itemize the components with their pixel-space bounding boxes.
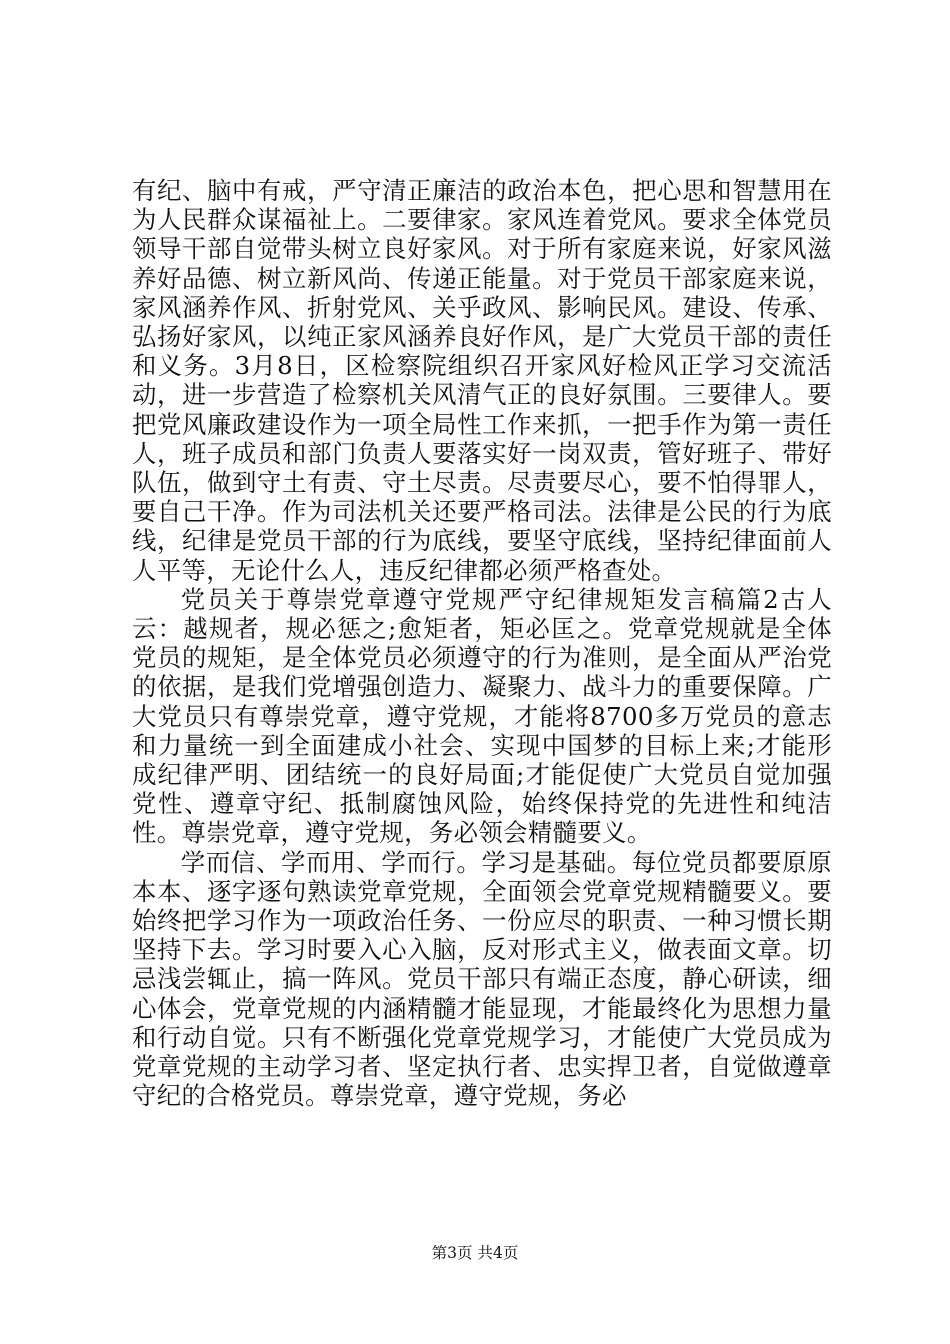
paragraph-2: 党员关于尊崇党章遵守党规严守纪律规矩发言稿篇2古人云：越规者，规必惩之;愈矩者，矩必匡之。党章党规就是全体党员的规矩，是全体党员必须遵守的行为准则，是全面从严治党的依据，是我们党增强创造力、凝聚力、战斗力的重要保障。广大党员只有尊崇党章，遵守党规，才能将8700多万党员的意志和力量统一到全面建成小社会、实现中国梦的目标上来;才能形成纪律严明、团结统一的良好局面;才能促使广大党员自觉加强党性、遵章守纪、抵制腐蚀风险，始终保持党的先进性和纯洁性。尊崇党章，遵守党规，务必领会精髓要义。 <box>132 584 832 848</box>
paragraph-1: 有纪、脑中有戒，严守清正廉洁的政治本色，把心思和智慧用在为人民群众谋福祉上。二要律家。家风连着党风。要求全体党员领导干部自觉带头树立良好家风。对于所有家庭来说，好家风滋养好品德、树立新风尚、传递正能量。对于党员干部家庭来说，家风涵养作风、折射党风、关乎政风、影响民风。建设、传承、弘扬好家风，以纯正家风涵养良好作风，是广大党员干部的责任和义务。3月8日，区检察院组织召开家风好检风正学习交流活动，进一步营造了检察机关风清气正的良好氛围。三要律人。要把党风廉政建设作为一项全局性工作来抓，一把手作为第一责任人，班子成员和部门负责人要落实好一岗双责，管好班子、带好队伍，做到守土有责、守土尽责。尽责要尽心，要不怕得罪人，要自己干净。作为司法机关还要严格司法。法律是公民的行为底线，纪律是党员干部的行为底线，要坚守底线，坚持纪律面前人人平等，无论什么人，违反纪律都必须严格查处。 <box>132 176 832 585</box>
page-number-footer: 第3页 共4页 <box>431 1244 519 1262</box>
document-body <box>132 176 832 1111</box>
paragraph-3: 学而信、学而用、学而行。学习是基础。每位党员都要原原本本、逐字逐句熟读党章党规，全面领会党章党规精髓要义。要始终把学习作为一项政治任务、一份应尽的职责、一种习惯长期坚持下去。学习时要入心入脑，反对形式主义，做表面文章。切忌浅尝辄止，搞一阵风。党员干部只有端正态度，静心研读，细心体会，党章党规的内涵精髓才能显现，才能最终化为思想力量和行动自觉。只有不断强化党章党规学习，才能使广大党员成为党章党规的主动学习者、坚定执行者、忠实捍卫者，自觉做遵章守纪的合格党员。尊崇党章，遵守党规，务必 <box>132 847 832 1111</box>
